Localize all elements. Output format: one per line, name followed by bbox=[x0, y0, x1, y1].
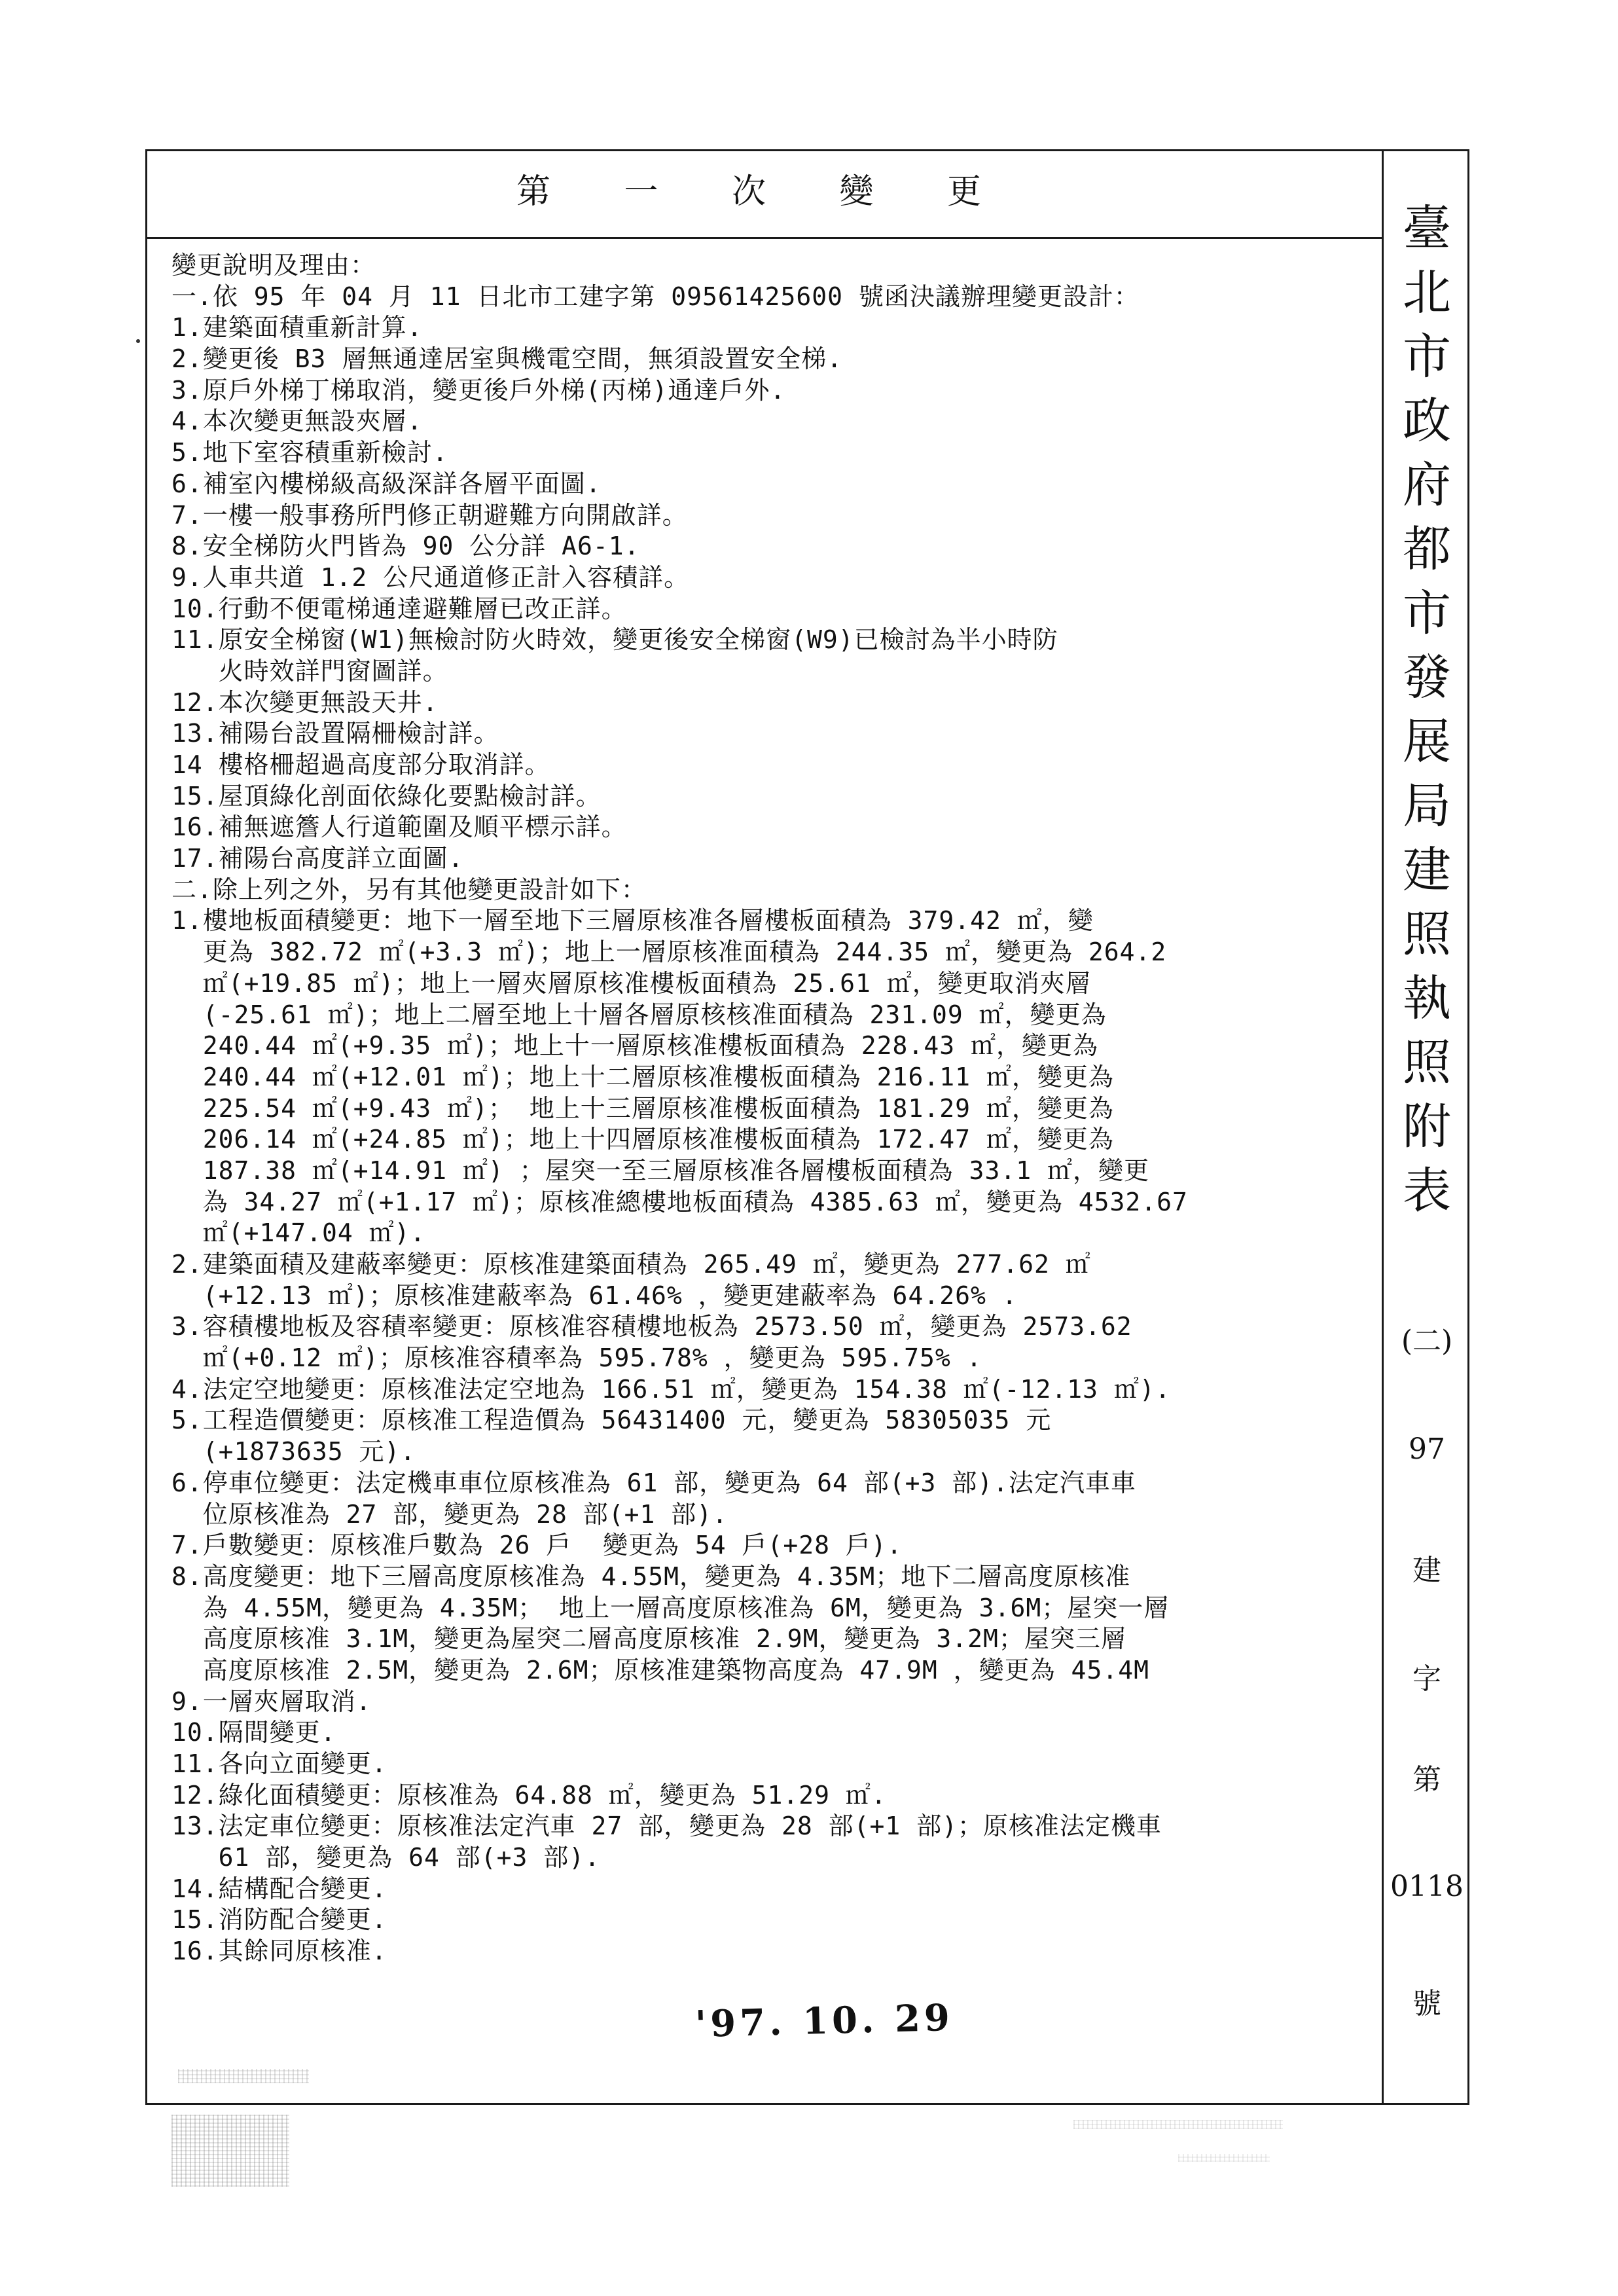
page-heading: 第 一 次 變 更 bbox=[516, 172, 1013, 211]
side-title-char: 政 bbox=[1403, 393, 1451, 449]
text-line: 1.樓地板面積變更：地下一層至地下三層原核准各層樓板面積為 379.42 ㎡，變 bbox=[171, 906, 1094, 936]
text-line: 8.安全梯防火門皆為 90 公分詳 A6-1. bbox=[171, 532, 640, 561]
text-line: 12.本次變更無設天井. bbox=[171, 687, 439, 717]
change-description bbox=[171, 250, 1376, 1967]
text-line: 8.高度變更：地下三層高度原核准為 4.55M，變更為 4.35M；地下二層高度原核准 bbox=[171, 1561, 1131, 1591]
text-line: 變更說明及理由： bbox=[171, 251, 376, 280]
text-line: 高度原核准 3.1M，變更為屋突二層高度原核准 2.9M，變更為 3.2M；屋突三層 bbox=[171, 1624, 1126, 1654]
text-line: 4.本次變更無設夾層. bbox=[171, 407, 423, 436]
side-title-char: 照 bbox=[1403, 906, 1451, 962]
text-line: ㎡(+0.12 ㎡)；原核准容積率為 595.78% ，變更為 595.75% . bbox=[171, 1343, 982, 1373]
text-line: 240.44 ㎡(+9.35 ㎡)；地上十一層原核准樓板面積為 228.43 ㎡，變更為 bbox=[171, 1031, 1098, 1061]
side-title-char: 市 bbox=[1403, 329, 1451, 385]
text-line: 7.一樓一般事務所門修正朝避難方向開啟詳。 bbox=[171, 500, 688, 530]
side-title-char: 照 bbox=[1403, 1034, 1451, 1091]
side-title-char: 臺 bbox=[1403, 200, 1451, 257]
side-title-char: 局 bbox=[1403, 778, 1451, 834]
margin-mark bbox=[136, 339, 140, 343]
text-line: 240.44 ㎡(+12.01 ㎡)；地上十二層原核准樓板面積為 216.11 ㎡，變更為 bbox=[171, 1062, 1114, 1091]
text-line: 17.補陽台高度詳立面圖. bbox=[171, 844, 464, 873]
scan-noise bbox=[1178, 2154, 1270, 2162]
text-line: 更為 382.72 ㎡(+3.3 ㎡)；地上一層原核准面積為 244.35 ㎡，變更為 264.2 bbox=[171, 938, 1167, 967]
text-line: 13.法定車位變更：原核准法定汽車 27 部，變更為 28 部(+1 部)；原核准法定機車 bbox=[171, 1812, 1162, 1841]
side-title-char: 發 bbox=[1403, 649, 1451, 706]
text-line: 13.補陽台設置隔柵檢討詳。 bbox=[171, 719, 499, 748]
text-line: 5.工程造價變更：原核准工程造價為 56431400 元，變更為 58305035 元 bbox=[171, 1406, 1052, 1435]
side-title-char: 北 bbox=[1403, 264, 1451, 321]
text-line: 10.隔間變更. bbox=[171, 1718, 336, 1747]
text-line: 10.行動不便電梯通達避難層已改正詳。 bbox=[171, 594, 627, 623]
text-line: 11.原安全梯窗(W1)無檢討防火時效，變更後安全梯窗(W9)已檢討為半小時防 bbox=[171, 625, 1058, 655]
side-title-char: 附 bbox=[1403, 1099, 1451, 1155]
text-line: 為 4.55M，變更為 4.35M； 地上一層高度原核准為 6M，變更為 3.6M；屋突一層 bbox=[171, 1593, 1170, 1622]
text-line: 4.法定空地變更：原核准法定空地為 166.51 ㎡，變更為 154.38 ㎡(-12.13 ㎡). bbox=[171, 1374, 1171, 1404]
scan-noise bbox=[1073, 2120, 1283, 2129]
side-title-char: 表 bbox=[1403, 1163, 1451, 1219]
text-line: (-25.61 ㎡)；地上二層至地上十層各層原核核准面積為 231.09 ㎡，變更為 bbox=[171, 1000, 1107, 1029]
text-line: 5.地下室容積重新檢討. bbox=[171, 438, 448, 467]
text-line: 高度原核准 2.5M，變更為 2.6M；原核准建築物高度為 47.9M ，變更為 45.4M bbox=[171, 1655, 1149, 1685]
text-line: 6.補室內樓梯級高級深詳各層平面圖. bbox=[171, 469, 602, 498]
text-line: 位原核准為 27 部，變更為 28 部(+1 部). bbox=[171, 1499, 728, 1529]
text-line: 3.容積樓地板及容積率變更：原核准容積樓地板為 2573.50 ㎡，變更為 2573.62 bbox=[171, 1312, 1132, 1341]
text-line: 6.停車位變更：法定機車車位原核准為 61 部，變更為 64 部(+3 部).法定汽車車 bbox=[171, 1468, 1137, 1497]
text-line: 61 部，變更為 64 部(+3 部). bbox=[171, 1843, 601, 1872]
text-line: (+1873635 元). bbox=[171, 1437, 416, 1467]
text-line: ㎡(+19.85 ㎡)；地上一層夾層原核准樓板面積為 25.61 ㎡，變更取消夾層 bbox=[171, 968, 1091, 998]
side-title-char: 展 bbox=[1403, 714, 1451, 770]
permit-char-hao: 號 bbox=[1412, 1987, 1441, 2020]
side-title-char: 建 bbox=[1403, 842, 1451, 898]
text-line: 二.除上列之外，另有其他變更設計如下： bbox=[171, 875, 647, 904]
text-line: 3.原戶外梯丁梯取消，變更後戶外梯(丙梯)通達戶外. bbox=[171, 375, 786, 405]
text-line: 15.消防配合變更. bbox=[171, 1905, 387, 1935]
side-title-char: 執 bbox=[1403, 970, 1451, 1027]
permit-char-di: 第 bbox=[1412, 1763, 1441, 1796]
text-line: 15.屋頂綠化剖面依綠化要點檢討詳。 bbox=[171, 781, 602, 811]
text-line: 12.綠化面積變更：原核准為 64.88 ㎡，變更為 51.29 ㎡. bbox=[171, 1780, 887, 1810]
side-title-char: 市 bbox=[1403, 585, 1451, 642]
permit-char-zi: 字 bbox=[1412, 1662, 1441, 1696]
permit-year: 97 bbox=[1409, 1432, 1445, 1466]
text-line: 2.變更後 B3 層無通達居室與機電空間，無須設置安全梯. bbox=[171, 344, 843, 374]
text-line: 一.依 95 年 04 月 11 日北市工建字第 09561425600 號函決議辦理變更設計： bbox=[171, 282, 1140, 311]
permit-char-jian: 建 bbox=[1412, 1554, 1441, 1587]
permit-number: 0118 bbox=[1390, 1870, 1464, 1903]
side-title bbox=[1386, 196, 1467, 1223]
date-stamp: '97. 10. 29 bbox=[694, 1995, 954, 2047]
side-subtitle: (二) bbox=[1401, 1324, 1453, 1358]
side-column-divider bbox=[1382, 149, 1384, 2105]
text-line: 16.補無遮簷人行道範圍及順平標示詳。 bbox=[171, 812, 627, 842]
text-line: 9.人車共道 1.2 公尺通道修正計入容積詳。 bbox=[171, 562, 690, 592]
scan-noise bbox=[178, 2069, 309, 2083]
text-line: 9.一層夾層取消. bbox=[171, 1686, 372, 1716]
text-line: 火時效詳門窗圖詳。 bbox=[171, 656, 448, 685]
text-line: 187.38 ㎡(+14.91 ㎡) ；屋突一至三層原核准各層樓板面積為 33.1 ㎡，變更 bbox=[171, 1156, 1149, 1185]
text-line: 為 34.27 ㎡(+1.17 ㎡)；原核准總樓地板面積為 4385.63 ㎡，變更為 4532.67 bbox=[171, 1187, 1188, 1216]
text-line: 7.戶數變更：原核准戶數為 26 戶 變更為 54 戶(+28 戶). bbox=[171, 1531, 903, 1560]
text-line: ㎡(+147.04 ㎡). bbox=[171, 1218, 426, 1248]
text-line: 14.結構配合變更. bbox=[171, 1874, 387, 1903]
text-line: 16.其餘同原核准. bbox=[171, 1937, 387, 1966]
text-line: 206.14 ㎡(+24.85 ㎡)；地上十四層原核准樓板面積為 172.47 ㎡，變更為 bbox=[171, 1125, 1114, 1154]
text-line: 14 樓格柵超過高度部分取消詳。 bbox=[171, 750, 550, 779]
text-line: 11.各向立面變更. bbox=[171, 1749, 387, 1778]
text-line: (+12.13 ㎡)；原核准建蔽率為 61.46% ，變更建蔽率為 64.26% . bbox=[171, 1281, 1018, 1310]
text-line: 2.建築面積及建蔽率變更：原核准建築面積為 265.49 ㎡，變更為 277.62 ㎡ bbox=[171, 1250, 1091, 1279]
heading-divider bbox=[145, 237, 1384, 239]
side-title-char: 府 bbox=[1403, 457, 1451, 513]
text-line: 225.54 ㎡(+9.43 ㎡)； 地上十三層原核准樓板面積為 181.29 ㎡，變更為 bbox=[171, 1093, 1114, 1123]
text-line: 1.建築面積重新計算. bbox=[171, 313, 423, 342]
scan-noise bbox=[171, 2115, 289, 2187]
side-title-char: 都 bbox=[1403, 521, 1451, 577]
